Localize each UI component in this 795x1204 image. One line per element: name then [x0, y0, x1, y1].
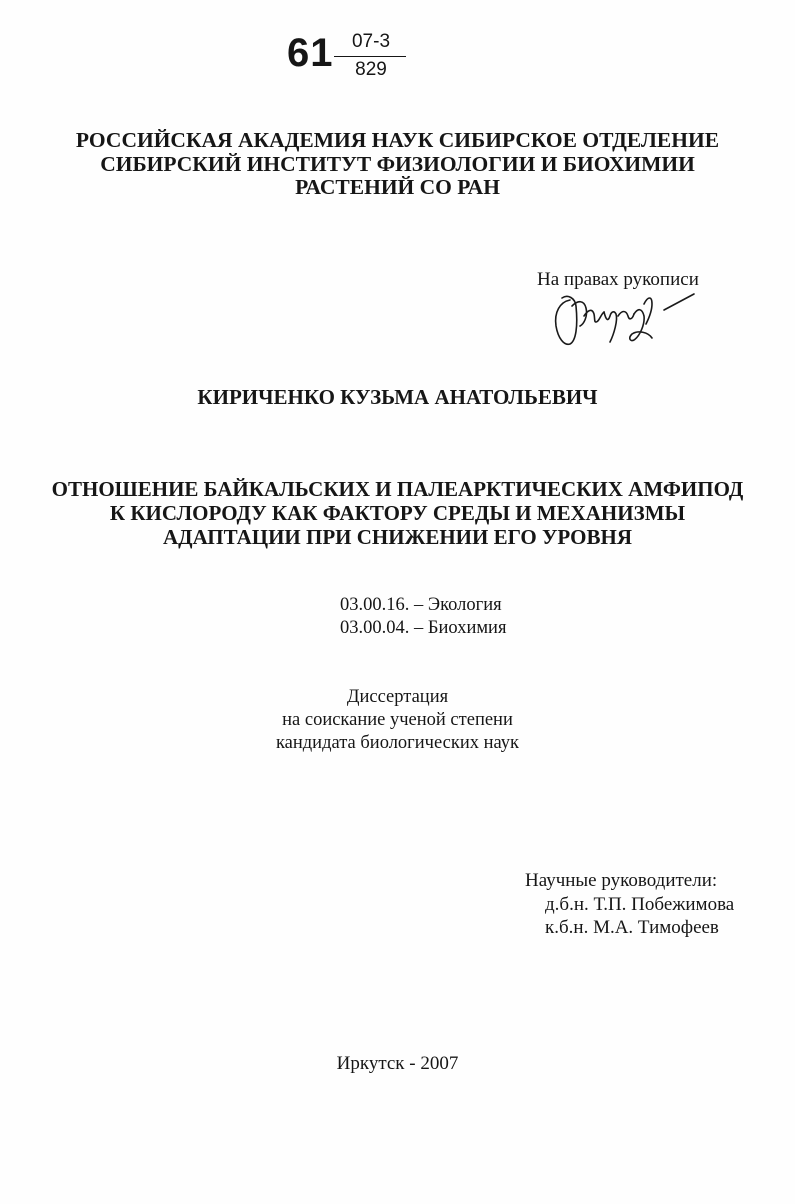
supervisors-block — [525, 869, 734, 940]
archive-code-denominator: 829 — [355, 59, 387, 80]
specialty-item: 03.00.16. – Экология — [340, 595, 502, 615]
degree-description — [0, 686, 795, 755]
specialty-item: 03.00.04. – Биохимия — [340, 618, 507, 638]
title-line: ОТНОШЕНИЕ БАЙКАЛЬСКИХ И ПАЛЕАРКТИЧЕСКИХ АМФИПОД — [51, 477, 744, 501]
degree-line: кандидата биологических наук — [275, 733, 520, 753]
degree-line: Диссертация — [346, 687, 449, 707]
handwritten-signature — [548, 286, 698, 354]
supervisors-heading: Научные руководители: — [525, 870, 718, 891]
institution-line: РОССИЙСКАЯ АКАДЕМИЯ НАУК СИБИРСКОЕ ОТДЕЛЕНИЕ — [75, 128, 720, 152]
supervisor-name: к.б.н. М.А. Тимофеев — [545, 917, 719, 938]
institution-line: РАСТЕНИЙ СО РАН — [295, 175, 500, 199]
city-year: Иркутск - 2007 — [336, 1053, 459, 1074]
degree-line: на соискание ученой степени — [282, 710, 513, 730]
supervisor-name: д.б.н. Т.П. Побежимова — [545, 893, 735, 915]
title-line: К КИСЛОРОДУ КАК ФАКТОРУ СРЕДЫ И МЕХАНИЗМЫ — [109, 501, 686, 525]
institution-heading — [0, 129, 795, 200]
archive-code-fraction-line — [334, 56, 406, 57]
title-line: АДАПТАЦИИ ПРИ СНИЖЕНИИ ЕГО УРОВНЯ — [163, 525, 632, 549]
dissertation-title — [0, 477, 795, 549]
specialty-codes — [340, 594, 506, 640]
manuscript-rights-note: На правах рукописи — [537, 269, 699, 290]
archive-code-numerator: 07-3 — [351, 31, 391, 52]
institution-line: СИБИРСКИЙ ИНСТИТУТ ФИЗИОЛОГИИ И БИОХИМИИ — [100, 151, 695, 176]
author-name: КИРИЧЕНКО КУЗЬМА АНАТОЛЬЕВИЧ — [197, 385, 598, 409]
archive-code-main: 61 — [287, 31, 334, 75]
